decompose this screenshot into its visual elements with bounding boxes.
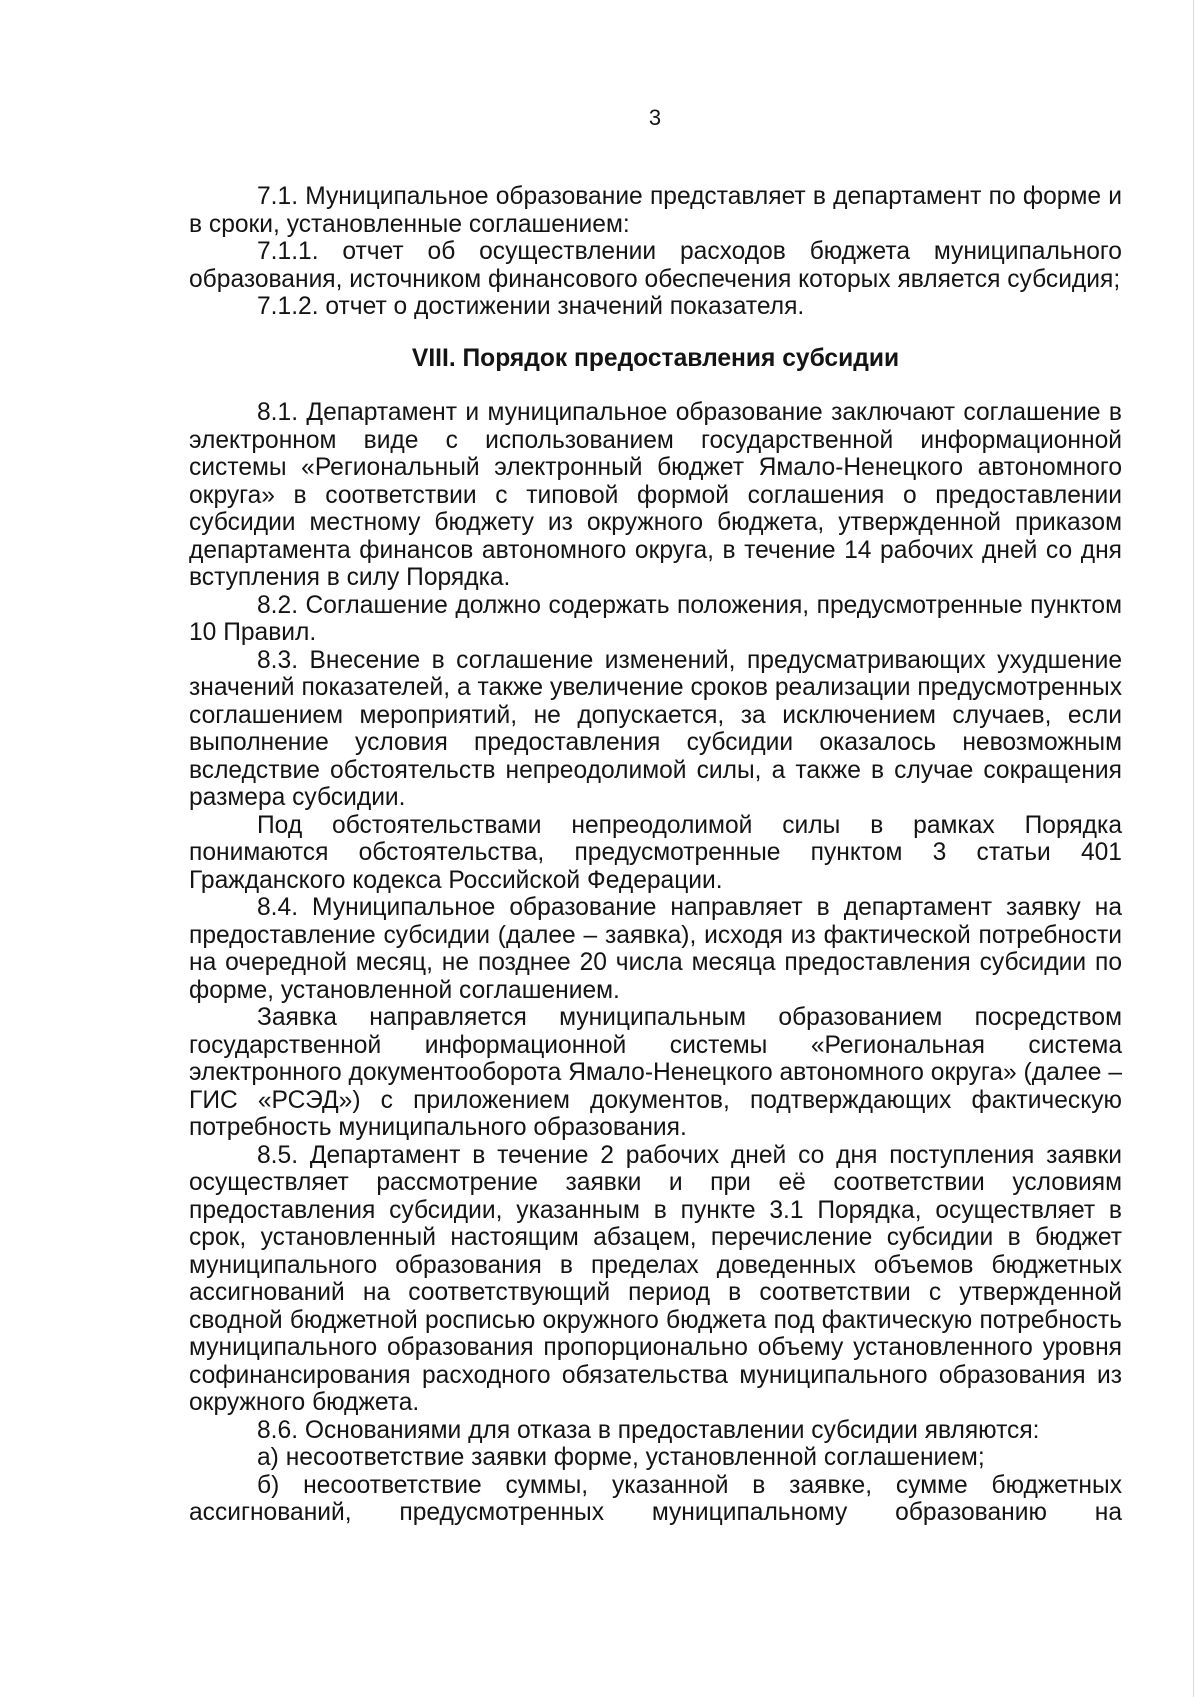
paragraph-force-majeure: Под обстоятельствами непреодолимой силы в рамках Порядка понимаются обстоятельства, предусмотренные пунктом 3 статьи 401 Гражданского кодекса Российской Федерации. bbox=[189, 811, 1122, 894]
paragraph-application: Заявка направляется муниципальным образованием посредством государственной информационной системы «Региональная система электронного документооборота Ямало-Ненецкого автономного округа» (далее – ГИС «РСЭД») с приложением документов, подтверждающих фактическую потребность муниципального образования. bbox=[189, 1004, 1122, 1141]
paragraph-8-2: 8.2. Соглашение должно содержать положения, предусмотренные пунктом 10 Правил. bbox=[189, 591, 1122, 646]
paragraph-8-4: 8.4. Муниципальное образование направляет в департамент заявку на предоставление субсидии (далее – заявка), исходя из фактической потребности на очередной месяц, не позднее 20 числа месяца предоставления субсидии по форме, установленной соглашением. bbox=[189, 894, 1122, 1004]
paragraph-8-6: 8.6. Основаниями для отказа в предоставлении субсидии являются: bbox=[257, 1416, 1040, 1444]
paragraph-7-1: 7.1. Муниципальное образование представляет в департамент по форме и в сроки, установленные соглашением: bbox=[189, 183, 1122, 238]
page-edge-line bbox=[1193, 0, 1194, 1697]
paragraph-8-5: 8.5. Департамент в течение 2 рабочих дней со дня поступления заявки осуществляет рассмотрение заявки и при её соответствии условиям предоставления субсидии, указанным в пункте 3.1 Порядка, осуществляет в срок, установленный настоящим абзацем, перечисление субсидии в бюджет муниципального образования в пределах доведенных объемов бюджетных ассигнований на соответствующий период в соответствии с утвержденной сводной бюджетной росписью окружного бюджета под фактическую потребность муниципального образования пропорционально объему установленного уровня софинансирования расходного обязательства муниципального образования из окружного бюджета. bbox=[189, 1141, 1122, 1416]
paragraph-7-1-1: 7.1.1. отчет об осуществлении расходов бюджета муниципального образования, источником финансового обеспечения которых является субсидия; bbox=[189, 238, 1122, 293]
paragraph-7-1-2: 7.1.2. отчет о достижении значений показателя. bbox=[257, 293, 805, 320]
page-number: 3 bbox=[648, 105, 662, 130]
section-heading: VIII. Порядок предоставления субсидии bbox=[411, 344, 900, 372]
paragraph-8-6-b: б) несоответствие суммы, указанной в заявке, сумме бюджетных ассигнований, предусмотренных муниципальному образованию на bbox=[189, 1471, 1122, 1526]
document-body bbox=[189, 183, 1122, 1527]
paragraph-8-3: 8.3. Внесение в соглашение изменений, предусматривающих ухудшение значений показателей, а также увеличение сроков реализации предусмотренных соглашением мероприятий, не допускается, за исключением случаев, если выполнение условия предоставления субсидии оказалось невозможным вследствие обстоятельств непреодолимой силы, а также в случае сокращения размера субсидии. bbox=[189, 646, 1122, 811]
paragraph-8-1: 8.1. Департамент и муниципальное образование заключают соглашение в электронном виде с использованием государственной информационной системы «Региональный электронный бюджет Ямало-Ненецкого автономного округа» в соответствии с типовой формой соглашения о предоставлении субсидии местному бюджету из окружного бюджета, утвержденной приказом департамента финансов автономного округа, в течение 14 рабочих дней со дня вступления в силу Порядка. bbox=[189, 399, 1122, 591]
paragraph-8-6-a: а) несоответствие заявки форме, установленной соглашением; bbox=[257, 1444, 985, 1471]
